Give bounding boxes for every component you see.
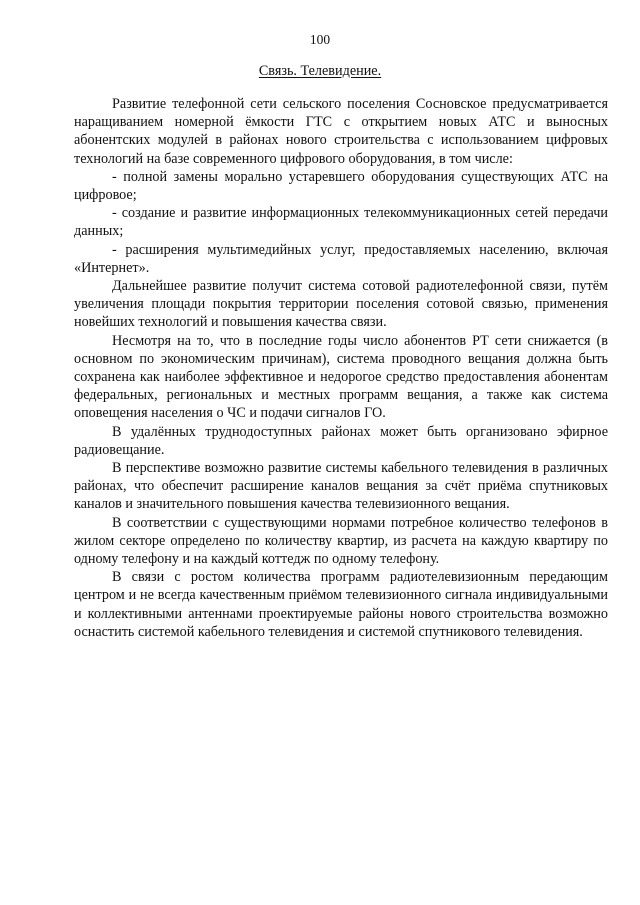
paragraph-cellular: Дальнейшее развитие получит система сотовой радиотелефонной связи, путём увеличения площади покрытия территории поселения сотовой связью, применения новейших технологий и повышения качества связи. [74, 278, 608, 331]
paragraph-intro: Развитие телефонной сети сельского поселения Сосновское предусматривается наращиванием номерной ёмкости ГТС с открытием новых АТС и выносных абонентских модулей в районах нового строительства с использованием цифровых технологий на базе современного цифрового оборудования, в том числе: [74, 96, 608, 167]
paragraph-telephone-norms: В соответствии с существующими нормами потребное количество телефонов в жилом секторе определено по количеству квартир, из расчета на каждую квартиру по одному телефону и на каждый коттедж по одному телефону. [74, 514, 608, 568]
paragraph-satellite-tv: В связи с ростом количества программ радиотелевизионным передающим центром и не всегда качественным приёмом телевизионного сигнала индивидуальными и коллективными антеннами проектируемые районы нового строительства возможно оснастить системой кабельного телевидения и системой спутникового телевидения. [74, 569, 608, 640]
list-item-multimedia-services: - расширения мультимедийных услуг, предоставляемых населению, включая «Интернет». [74, 241, 608, 276]
body-text [74, 95, 608, 641]
paragraph-radio-broadcasting: В удалённых труднодоступных районах может быть организовано эфирное радиовещание. [74, 423, 608, 458]
section-title: Связь. Телевидение. [258, 63, 382, 79]
page-number: 100 [309, 32, 331, 47]
paragraph-cable-tv: В перспективе возможно развитие системы кабельного телевидения в различных районах, что обеспечит расширение каналов вещания за счёт приёма спутниковых каналов и значительного повышения качества телевизионного вещания. [74, 460, 608, 513]
paragraph-wired-broadcasting: Несмотря на то, что в последние годы число абонентов РТ сети снижается (в основном по экономическим причинам), система проводного вещания должна быть сохранена как наиболее эффективное и недорогое средство предоставления абонентам федеральных, региональных и местных программ вещания, а также как система оповещения населения о ЧС и подачи сигналов ГО. [74, 332, 608, 422]
list-item-equipment-replacement: - полной замены морально устаревшего оборудования существующих АТС на цифровое; [74, 168, 608, 204]
list-item-data-networks: - создание и развитие информационных телекоммуникационных сетей передачи данных; [74, 205, 608, 240]
